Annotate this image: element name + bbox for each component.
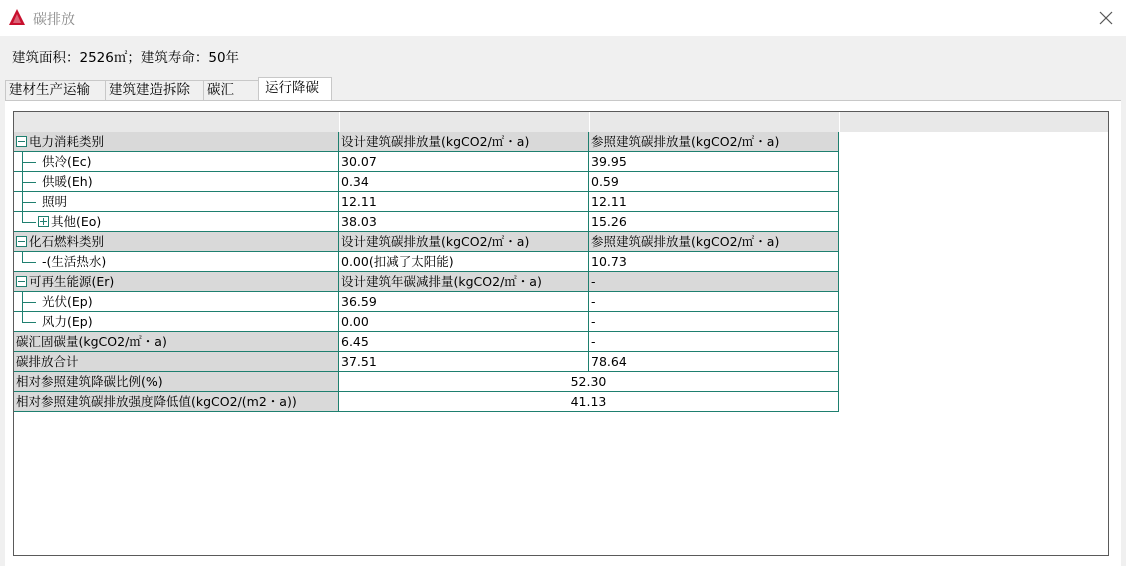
design-value-cell: 设计建筑碳排放量(kgCO2/㎡・a) xyxy=(339,232,589,252)
reference-value-cell: - xyxy=(589,272,839,292)
row-label: 供冷(Ec) xyxy=(42,154,92,169)
reference-value-cell: 0.59 xyxy=(589,172,839,192)
tab-construction-demolition[interactable]: 建筑建造拆除 xyxy=(105,80,204,100)
design-value-cell: 设计建筑碳排放量(kgCO2/㎡・a) xyxy=(339,132,589,152)
child-cell xyxy=(14,212,339,232)
collapse-icon[interactable] xyxy=(16,236,27,247)
table-row-carbon-sink[interactable] xyxy=(14,332,839,352)
child-cell xyxy=(14,312,339,332)
design-value-cell: 0.34 xyxy=(339,172,589,192)
collapse-icon[interactable] xyxy=(16,276,27,287)
app-logo-icon xyxy=(8,8,26,26)
tree-line-icon xyxy=(16,172,38,192)
reference-value-cell: 10.73 xyxy=(589,252,839,272)
table-row[interactable] xyxy=(14,292,839,312)
tab-carbon-sink[interactable]: 碳汇 xyxy=(203,80,259,100)
tree-line-icon xyxy=(16,292,38,312)
row-label: 碳汇固碳量(kgCO2/㎡・a) xyxy=(14,332,339,352)
table-row[interactable] xyxy=(14,252,839,272)
design-value-cell: 38.03 xyxy=(339,212,589,232)
header-separator xyxy=(339,112,340,132)
table-row-total[interactable] xyxy=(14,352,839,372)
table-row-fossil-group[interactable] xyxy=(14,232,839,252)
reference-value-cell: 参照建筑碳排放量(kgCO2/㎡・a) xyxy=(589,132,839,152)
child-cell xyxy=(14,292,339,312)
group-cell xyxy=(14,272,339,292)
table-row[interactable] xyxy=(14,152,839,172)
reference-value-cell: - xyxy=(589,332,839,352)
group-cell xyxy=(14,232,339,252)
design-value-cell: 12.11 xyxy=(339,192,589,212)
design-value-cell: 设计建筑年碳减排量(kgCO2/㎡・a) xyxy=(339,272,589,292)
table-row[interactable] xyxy=(14,192,839,212)
row-label: 可再生能源(Er) xyxy=(29,274,115,289)
window-title: 碳排放 xyxy=(33,12,75,28)
row-label: 风力(Ep) xyxy=(42,314,93,329)
row-label: 光伏(Ep) xyxy=(42,294,93,309)
design-value-cell: 30.07 xyxy=(339,152,589,172)
row-label: 照明 xyxy=(42,194,68,209)
title-bar xyxy=(0,0,1126,36)
reference-value-cell: 39.95 xyxy=(589,152,839,172)
reference-value-cell: 15.26 xyxy=(589,212,839,232)
tree-line-icon xyxy=(16,152,38,172)
child-cell xyxy=(14,152,339,172)
row-label: 相对参照建筑降碳比例(%) xyxy=(14,372,339,392)
row-label: 其他(Eo) xyxy=(51,214,102,229)
header-separator xyxy=(589,112,590,132)
design-value-cell: 6.45 xyxy=(339,332,589,352)
row-label: 供暖(Eh) xyxy=(42,174,93,189)
reference-value-cell: - xyxy=(589,292,839,312)
table-row-intensity-reduction[interactable] xyxy=(14,392,839,412)
group-cell xyxy=(14,132,339,152)
tab-bar xyxy=(5,78,331,100)
table-row-renewable-group[interactable] xyxy=(14,272,839,292)
design-value-cell: 36.59 xyxy=(339,292,589,312)
table-row-reduction-ratio[interactable] xyxy=(14,372,839,392)
design-value-cell: 0.00 xyxy=(339,312,589,332)
header-separator xyxy=(839,112,840,132)
row-label: 化石燃料类别 xyxy=(29,234,105,249)
child-cell xyxy=(14,192,339,212)
child-cell xyxy=(14,172,339,192)
building-info: 建筑面积：2526㎡；建筑寿命：50年 xyxy=(12,50,240,66)
table-row[interactable] xyxy=(14,212,839,232)
merged-value-cell: 41.13 xyxy=(339,392,839,412)
expand-icon[interactable] xyxy=(38,216,49,227)
reference-value-cell: 参照建筑碳排放量(kgCO2/㎡・a) xyxy=(589,232,839,252)
tree-line-icon xyxy=(16,252,38,272)
row-label: 相对参照建筑碳排放强度降低值(kgCO2/(m2・a)) xyxy=(14,392,339,412)
tree-line-icon xyxy=(16,312,38,332)
child-cell xyxy=(14,252,339,272)
row-label: 碳排放合计 xyxy=(14,352,339,372)
design-value-cell: 37.51 xyxy=(339,352,589,372)
tab-operation-reduction[interactable]: 运行降碳 xyxy=(258,77,332,100)
table-row-electricity-group[interactable] xyxy=(14,132,839,152)
close-icon[interactable] xyxy=(1096,8,1116,28)
reference-value-cell: 78.64 xyxy=(589,352,839,372)
tree-line-icon xyxy=(16,212,38,232)
merged-value-cell: 52.30 xyxy=(339,372,839,392)
row-label: -(生活热水) xyxy=(42,254,107,269)
table-row[interactable] xyxy=(14,172,839,192)
table-row[interactable] xyxy=(14,312,839,332)
tab-material-transport[interactable]: 建材生产运输 xyxy=(5,80,106,100)
reference-value-cell: 12.11 xyxy=(589,192,839,212)
tree-line-icon xyxy=(16,192,38,212)
grid-header xyxy=(14,112,1108,132)
row-label: 电力消耗类别 xyxy=(29,134,105,149)
emission-grid[interactable] xyxy=(13,111,1109,556)
design-value-cell: 0.00(扣减了太阳能) xyxy=(339,252,589,272)
tab-panel xyxy=(5,100,1121,566)
reference-value-cell: - xyxy=(589,312,839,332)
collapse-icon[interactable] xyxy=(16,136,27,147)
